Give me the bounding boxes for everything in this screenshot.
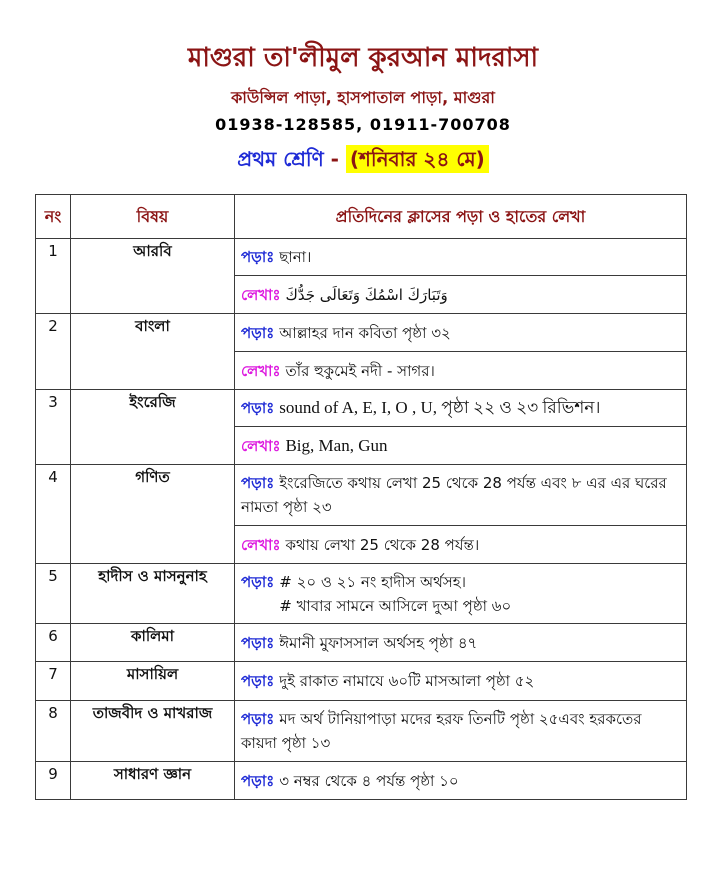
class-name: প্রথম শ্রেণি [237, 147, 324, 171]
table-row [36, 314, 687, 352]
subject-cell: আরবি [71, 239, 235, 314]
row-number: 9 [36, 762, 71, 800]
row-number: 7 [36, 662, 71, 701]
reading-cell [235, 390, 687, 427]
column-header-details: প্রতিদিনের ক্লাসের পড়া ও হাতের লেখা [235, 195, 687, 239]
subject-cell: সাধারণ জ্ঞান [71, 762, 235, 800]
writing-cell [235, 276, 687, 314]
writing-cell [235, 352, 687, 390]
writing-label: লেখাঃ [241, 436, 281, 455]
reading-text: ইংরেজিতে কথায় লেখা 25 থেকে 28 পর্যন্ত এবং ৮ এর এর ঘরের নামতা পৃষ্ঠা ২৩ [241, 474, 667, 516]
reading-label: পড়াঃ [241, 672, 275, 690]
reading-text: sound of A, E, I, O , U, পৃষ্ঠা ২২ ও ২৩ রিভিশন। [279, 398, 601, 417]
writing-label: লেখাঃ [241, 361, 281, 380]
writing-cell [235, 427, 687, 465]
reading-label: পড়াঃ [241, 474, 275, 492]
subject-cell: ইংরেজি [71, 390, 235, 465]
column-header-number: নং [36, 195, 71, 239]
reading-label: পড়াঃ [241, 399, 275, 417]
reading-cell [235, 624, 687, 662]
class-heading [0, 144, 726, 174]
writing-text: কথায় লেখা 25 থেকে 28 পর্যন্ত। [285, 535, 480, 554]
reading-text: মদ অর্থ টানিয়াপাড়া মদের হরফ তিনটি পৃষ্ঠা ২৫এবং হরকতের কায়দা পৃষ্ঠা ১৩ [241, 710, 642, 752]
table-header-row [36, 195, 687, 239]
row-number: 6 [36, 624, 71, 662]
reading-text: ৩ নম্বর থেকে ৪ পর্যন্ত পৃষ্ঠা ১০ [279, 771, 459, 790]
column-header-subject: বিষয় [71, 195, 235, 239]
table-row [36, 762, 687, 800]
table-row [36, 465, 687, 526]
reading-cell [235, 239, 687, 276]
subject-cell: হাদীস ও মাসনুনাহ [71, 564, 235, 624]
reading-line: # ২০ ও ২১ নং হাদীস অর্থসহ। [279, 572, 467, 591]
reading-label: পড়াঃ [241, 710, 275, 728]
table-row [36, 624, 687, 662]
reading-multiline [241, 570, 680, 618]
writing-text-arabic: وَتَبَارَكَ اسْمُكَ وَتَعَالَى جَدُّكَ [285, 285, 448, 304]
reading-text: ছানা। [279, 248, 312, 266]
writing-text: Big, Man, Gun [285, 435, 388, 455]
reading-cell [235, 314, 687, 352]
reading-cell [235, 564, 687, 624]
subject-cell: তাজবীদ ও মাখরাজ [71, 701, 235, 762]
reading-text: ঈমানী মুফাসসাল অর্থসহ পৃষ্ঠা ৪৭ [279, 633, 478, 652]
table-row [36, 390, 687, 427]
writing-text: তাঁর হুকুমেই নদী - সাগর। [285, 361, 435, 380]
subject-cell: বাংলা [71, 314, 235, 390]
table-row [36, 239, 687, 276]
row-number: 8 [36, 701, 71, 762]
subject-cell: মাসায়িল [71, 662, 235, 701]
row-number: 4 [36, 465, 71, 564]
reading-cell [235, 701, 687, 762]
reading-text: আল্লাহর দান কবিতা পৃষ্ঠা ৩২ [279, 323, 451, 342]
madrasa-address: কাউন্সিল পাড়া, হাসপাতাল পাড়া, মাগুরা [231, 88, 495, 107]
reading-cell [235, 762, 687, 800]
reading-label: পড়াঃ [241, 633, 275, 652]
contact-phones: 01938-128585, 01911-700708 [215, 115, 511, 134]
row-number: 5 [36, 564, 71, 624]
madrasa-title: মাগুরা তা'লীমুল কুরআন মাদরাসা [187, 43, 539, 73]
reading-label: পড়াঃ [241, 323, 275, 342]
class-separator: - [323, 147, 346, 171]
reading-label: পড়াঃ [241, 248, 275, 266]
writing-cell [235, 526, 687, 564]
class-routine-table [35, 194, 687, 800]
reading-lines [279, 570, 511, 618]
row-number: 3 [36, 390, 71, 465]
table-row [36, 564, 687, 624]
writing-label: লেখাঃ [241, 535, 281, 554]
table-row [36, 701, 687, 762]
reading-line: # খাবার সামনে আসিলে দুআ পৃষ্ঠা ৬০ [279, 596, 512, 615]
reading-label: পড়াঃ [241, 771, 275, 790]
reading-text: দুই রাকাত নামাযে ৬০টি মাসআলা পৃষ্ঠা ৫২ [279, 672, 535, 690]
table-row [36, 662, 687, 701]
class-date-highlight: (শনিবার ২৪ মে) [346, 145, 489, 173]
subject-cell: কালিমা [71, 624, 235, 662]
reading-cell [235, 465, 687, 526]
row-number: 2 [36, 314, 71, 390]
reading-label: পড়াঃ [241, 572, 275, 591]
subject-cell: গণিত [71, 465, 235, 564]
writing-label: লেখাঃ [241, 285, 281, 304]
row-number: 1 [36, 239, 71, 314]
reading-cell [235, 662, 687, 701]
